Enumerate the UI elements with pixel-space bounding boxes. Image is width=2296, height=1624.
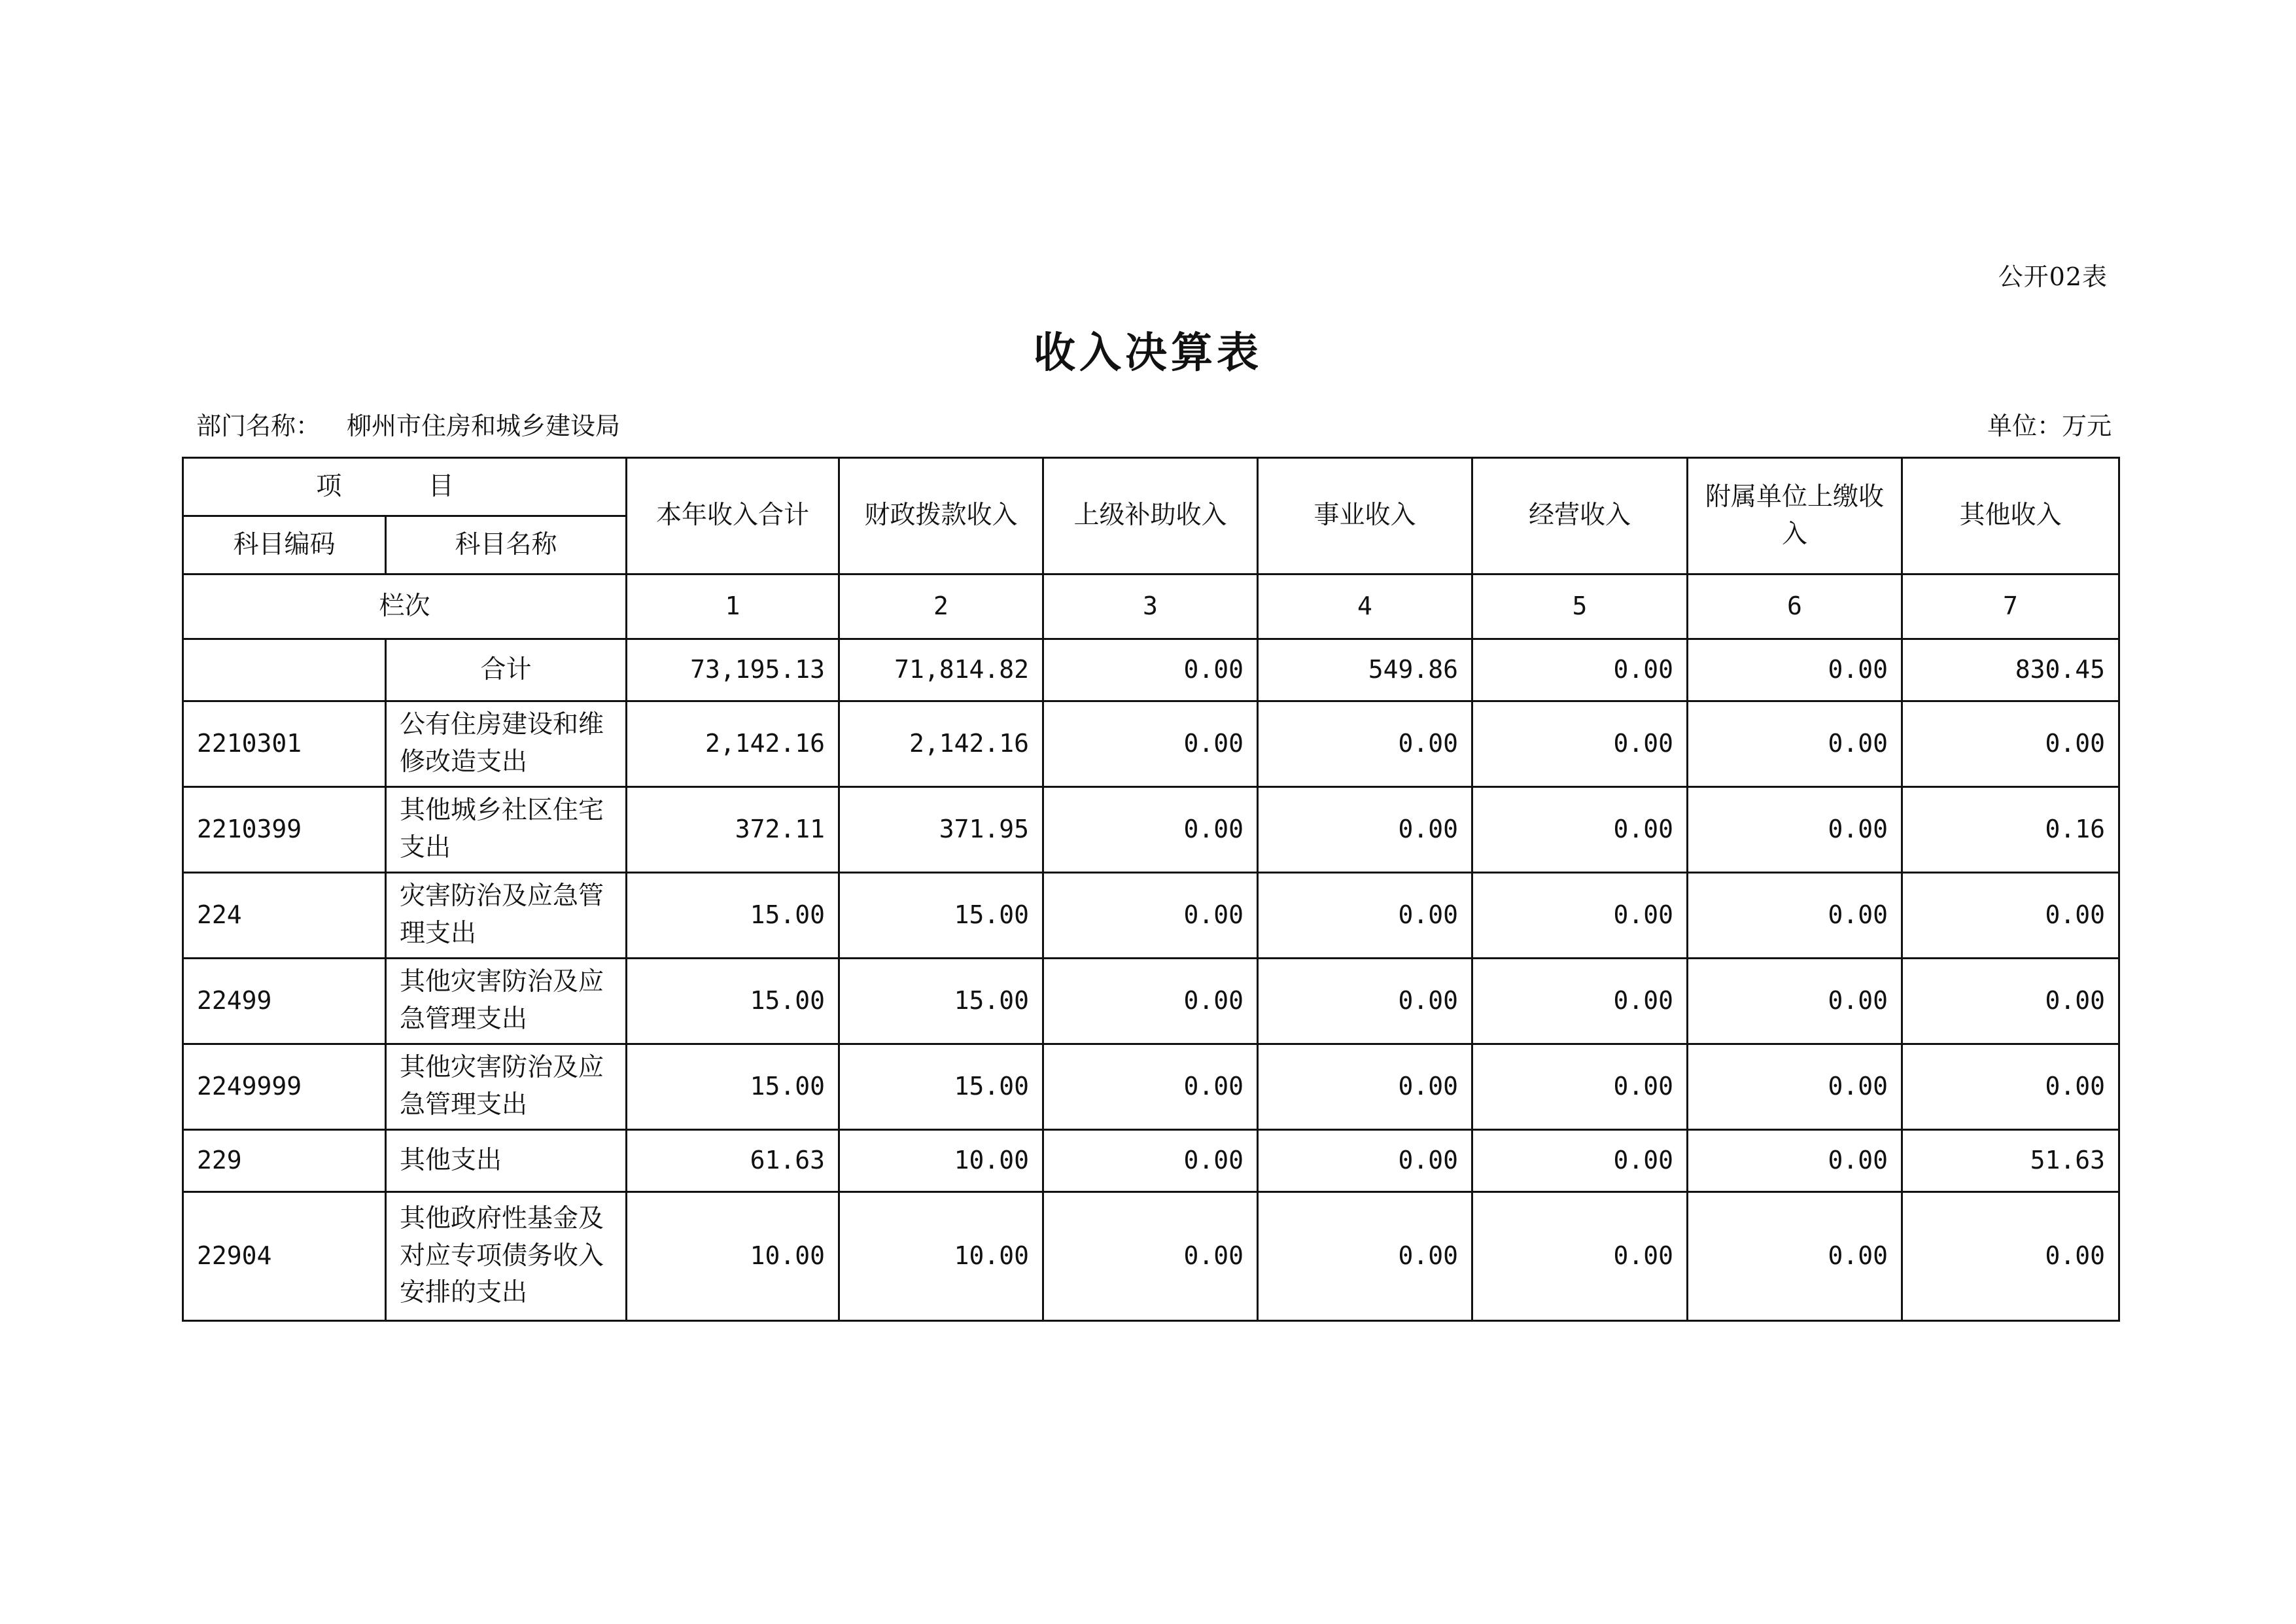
cell-value: 10.00 — [839, 1192, 1043, 1321]
cell-value: 0.00 — [1472, 1130, 1688, 1192]
cell-value: 372.11 — [627, 787, 839, 873]
subject-name: 灾害防治及应急管理支出 — [386, 873, 627, 959]
cell-value: 0.16 — [1902, 787, 2119, 873]
cell-value: 0.00 — [1472, 787, 1688, 873]
cell-value: 15.00 — [627, 873, 839, 959]
column-number: 3 — [1043, 574, 1258, 639]
cell-value: 0.00 — [1043, 701, 1258, 787]
cell-value: 0.00 — [1258, 1192, 1472, 1321]
total-value: 549.86 — [1258, 639, 1472, 701]
table-row — [183, 1130, 2119, 1192]
department-value: 柳州市住房和城乡建设局 — [347, 412, 621, 440]
cell-value: 0.00 — [1902, 959, 2119, 1044]
subject-name: 公有住房建设和维修改造支出 — [386, 701, 627, 787]
table-row — [183, 959, 2119, 1044]
total-value: 0.00 — [1043, 639, 1258, 701]
cell-value: 0.00 — [1688, 959, 1902, 1044]
subject-code: 2249999 — [183, 1044, 386, 1130]
table-row — [183, 787, 2119, 873]
header-project: 项 目 — [183, 458, 627, 516]
cell-value: 0.00 — [1258, 1044, 1472, 1130]
total-row — [183, 639, 2119, 701]
cell-value: 0.00 — [1472, 873, 1688, 959]
cell-value: 0.00 — [1902, 1192, 2119, 1321]
cell-value: 0.00 — [1472, 1192, 1688, 1321]
table-row — [183, 1192, 2119, 1321]
header-col-operating: 经营收入 — [1472, 458, 1688, 574]
subject-code: 229 — [183, 1130, 386, 1192]
cell-value: 0.00 — [1258, 873, 1472, 959]
table-row — [183, 701, 2119, 787]
subject-code: 2210301 — [183, 701, 386, 787]
cell-value: 0.00 — [1902, 701, 2119, 787]
cell-value: 0.00 — [1043, 959, 1258, 1044]
cell-value: 0.00 — [1902, 1044, 2119, 1130]
cell-value: 61.63 — [627, 1130, 839, 1192]
cell-value: 0.00 — [1258, 787, 1472, 873]
cell-value: 0.00 — [1688, 1044, 1902, 1130]
department-label: 部门名称： — [196, 412, 321, 440]
cell-value: 0.00 — [1043, 1130, 1258, 1192]
total-code-cell — [183, 639, 386, 701]
total-value: 830.45 — [1902, 639, 2119, 701]
cell-value: 15.00 — [839, 1044, 1043, 1130]
total-value: 0.00 — [1688, 639, 1902, 701]
cell-value: 2,142.16 — [627, 701, 839, 787]
header-col-business: 事业收入 — [1258, 458, 1472, 574]
cell-value: 0.00 — [1902, 873, 2119, 959]
cell-value: 0.00 — [1688, 701, 1902, 787]
total-value: 0.00 — [1472, 639, 1688, 701]
subject-name: 其他城乡社区住宅支出 — [386, 787, 627, 873]
cell-value: 0.00 — [1688, 1130, 1902, 1192]
cell-value: 0.00 — [1043, 1192, 1258, 1321]
subject-code: 22904 — [183, 1192, 386, 1321]
total-value: 73,195.13 — [627, 639, 839, 701]
subject-name: 其他灾害防治及应急管理支出 — [386, 1044, 627, 1130]
cell-value: 0.00 — [1688, 873, 1902, 959]
header-code: 科目编码 — [183, 516, 386, 574]
cell-value: 0.00 — [1472, 959, 1688, 1044]
cell-value: 0.00 — [1043, 1044, 1258, 1130]
column-number: 6 — [1688, 574, 1902, 639]
cell-value: 0.00 — [1472, 701, 1688, 787]
table-row — [183, 873, 2119, 959]
cell-value: 2,142.16 — [839, 701, 1043, 787]
subject-code: 224 — [183, 873, 386, 959]
header-name: 科目名称 — [386, 516, 627, 574]
cell-value: 51.63 — [1902, 1130, 2119, 1192]
total-label: 合计 — [386, 639, 627, 701]
cell-value: 15.00 — [839, 959, 1043, 1044]
form-number: 公开02表 — [1998, 262, 2108, 291]
income-table — [182, 457, 2120, 1322]
cell-value: 0.00 — [1472, 1044, 1688, 1130]
cell-value: 0.00 — [1258, 1130, 1472, 1192]
subject-code: 2210399 — [183, 787, 386, 873]
department-line — [196, 406, 620, 442]
total-value: 71,814.82 — [839, 639, 1043, 701]
cell-value: 0.00 — [1688, 787, 1902, 873]
column-number: 1 — [627, 574, 839, 639]
header-col-fiscal: 财政拨款收入 — [839, 458, 1043, 574]
cell-value: 0.00 — [1043, 787, 1258, 873]
column-number: 4 — [1258, 574, 1472, 639]
subject-name: 其他政府性基金及对应专项债务收入安排的支出 — [386, 1192, 627, 1321]
column-number: 5 — [1472, 574, 1688, 639]
header-col-affiliated: 附属单位上缴收入 — [1688, 458, 1902, 574]
cell-value: 371.95 — [839, 787, 1043, 873]
table-row — [183, 1044, 2119, 1130]
header-col-other: 其他收入 — [1902, 458, 2119, 574]
cell-value: 10.00 — [627, 1192, 839, 1321]
cell-value: 0.00 — [1258, 959, 1472, 1044]
cell-value: 10.00 — [839, 1130, 1043, 1192]
column-number: 2 — [839, 574, 1043, 639]
column-number-row — [183, 574, 2119, 639]
cell-value: 15.00 — [839, 873, 1043, 959]
subject-code: 22499 — [183, 959, 386, 1044]
subject-name: 其他支出 — [386, 1130, 627, 1192]
cell-value: 15.00 — [627, 1044, 839, 1130]
cell-value: 0.00 — [1043, 873, 1258, 959]
column-number: 7 — [1902, 574, 2119, 639]
cell-value: 15.00 — [627, 959, 839, 1044]
subject-name: 其他灾害防治及应急管理支出 — [386, 959, 627, 1044]
header-col-superior: 上级补助收入 — [1043, 458, 1258, 574]
page-title: 收入决算表 — [1034, 329, 1262, 378]
cell-value: 0.00 — [1258, 701, 1472, 787]
cell-value: 0.00 — [1688, 1192, 1902, 1321]
header-col-total: 本年收入合计 — [627, 458, 839, 574]
column-number-label: 栏次 — [183, 574, 627, 639]
unit-label: 单位：万元 — [1987, 412, 2112, 440]
header-row-1 — [183, 458, 2119, 516]
